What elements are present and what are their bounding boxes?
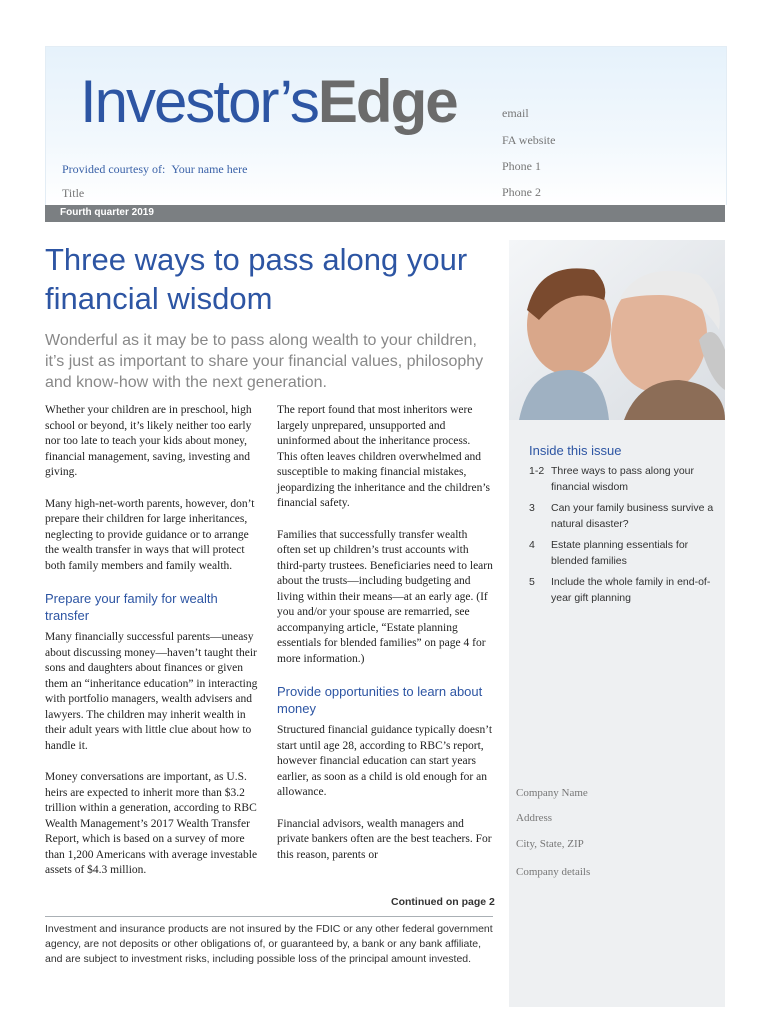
table-of-contents bbox=[529, 463, 719, 611]
provided-label: Provided courtesy of: bbox=[62, 162, 166, 176]
toc-item bbox=[529, 463, 719, 495]
contact-website: FA website bbox=[502, 133, 556, 147]
toc-title: Three ways to pass along your financial wisdom bbox=[551, 465, 694, 493]
paragraph: Whether your children are in preschool, high school or beyond, it’s likely neither too early nor too late to teach your kids about money, financial management, saving, investing and giving. bbox=[45, 404, 252, 478]
brand-light: Investor’s bbox=[80, 68, 318, 135]
provided-name: Your name here bbox=[171, 162, 248, 176]
provided-by-line bbox=[62, 162, 247, 177]
brand-bold: Edge bbox=[317, 68, 457, 135]
paragraph: The report found that most inheritors were largely unprepared, unsupported and uninformed about the inheritance process. This often leaves children overwhelmed and susceptible to making financial mistakes, jeopardizing the inheritance and the children’s financial safety. bbox=[277, 404, 490, 509]
section-heading: Provide opportunities to learn about money bbox=[277, 684, 483, 716]
paragraph: Many high-net-worth parents, however, don’t prepare their children for large inheritances, neglecting to provide guidance or to arrange the wealth transfer in ways that will protect both family members and family wealth. bbox=[45, 497, 255, 572]
toc-page: 1-2 bbox=[529, 465, 545, 477]
toc-title: Include the whole family in end-of-year gift planning bbox=[551, 576, 711, 604]
continued-note: Continued on page 2 bbox=[391, 896, 495, 908]
paragraph: Financial advisors, wealth managers and private bankers often are the best teachers. For this reason, parents or bbox=[277, 817, 492, 861]
contact-email: email bbox=[502, 106, 529, 120]
toc-page: 5 bbox=[529, 576, 535, 588]
contact-phone-2: Phone 2 bbox=[502, 185, 541, 199]
inside-issue-heading: Inside this issue bbox=[529, 443, 622, 458]
paragraph: Families that successfully transfer wealth often set up children’s trust accounts with third-party trustees. Beneficiaries need to learn about the trusts—including budgeting and living within their means—at an early age. (If you and/or your spouse are remarried, see accompanying article, “Estate planning essentials for blended families” on page 4 for more information.) bbox=[277, 528, 493, 665]
newsletter-logo bbox=[80, 68, 457, 135]
toc-page: 4 bbox=[529, 539, 535, 551]
toc-title: Estate planning essentials for blended families bbox=[551, 539, 689, 567]
toc-title: Can your family business survive a natural disaster? bbox=[551, 502, 714, 530]
section-heading: Prepare your family for wealth transfer bbox=[45, 591, 218, 623]
article-title: Three ways to pass along your financial wisdom bbox=[45, 242, 468, 316]
grandparent-child-photo bbox=[509, 240, 725, 420]
company-address: Address bbox=[516, 812, 553, 824]
paragraph: Money conversations are important, as U.S. heirs are expected to inherit more than $3.2 trillion within a generation, according to RBC Wealth Management’s 2017 Wealth Transfer Report, which is based on a survey of more than 1,200 Americans with average investable assets of $4.3 million. bbox=[45, 771, 258, 876]
issue-date: Fourth quarter 2019 bbox=[60, 207, 154, 218]
toc-item bbox=[529, 500, 719, 532]
paragraph: Structured financial guidance typically doesn’t start until age 28, according to RBC’s report, however financial education can start years earlier, as soon as a child is old enough for an allowance. bbox=[277, 724, 493, 798]
paragraph: Many financially successful parents—uneasy about discussing money—haven’t taught their sons and daughters about finances or given them an “inheritance education” in interacting with portfolio managers, wealth advisers and lawyers. The children may inherit wealth in their adult years with little clue about how to handle it. bbox=[45, 631, 258, 752]
footer-divider bbox=[45, 916, 493, 917]
advisor-title: Title bbox=[62, 186, 85, 200]
toc-page: 3 bbox=[529, 502, 535, 514]
contact-phone-1: Phone 1 bbox=[502, 159, 541, 173]
article-subtitle: Wonderful as it may be to pass along wealth to your children, it’s just as important to share your financial values, philosophy and know-how with the next generation. bbox=[45, 332, 484, 391]
company-city-state-zip: City, State, ZIP bbox=[516, 838, 584, 850]
disclaimer: Investment and insurance products are not insured by the FDIC or any other federal government agency, are not deposits or other obligations of, or guaranteed by, a bank or any bank affiliate, and are subject to investment risks, including possible loss of the principal amount invested. bbox=[45, 923, 493, 965]
toc-item bbox=[529, 537, 719, 569]
company-details: Company details bbox=[516, 866, 591, 878]
company-name: Company Name bbox=[516, 787, 588, 799]
article-column-2 bbox=[277, 403, 493, 879]
toc-item bbox=[529, 574, 719, 606]
article-column-1 bbox=[45, 403, 260, 895]
